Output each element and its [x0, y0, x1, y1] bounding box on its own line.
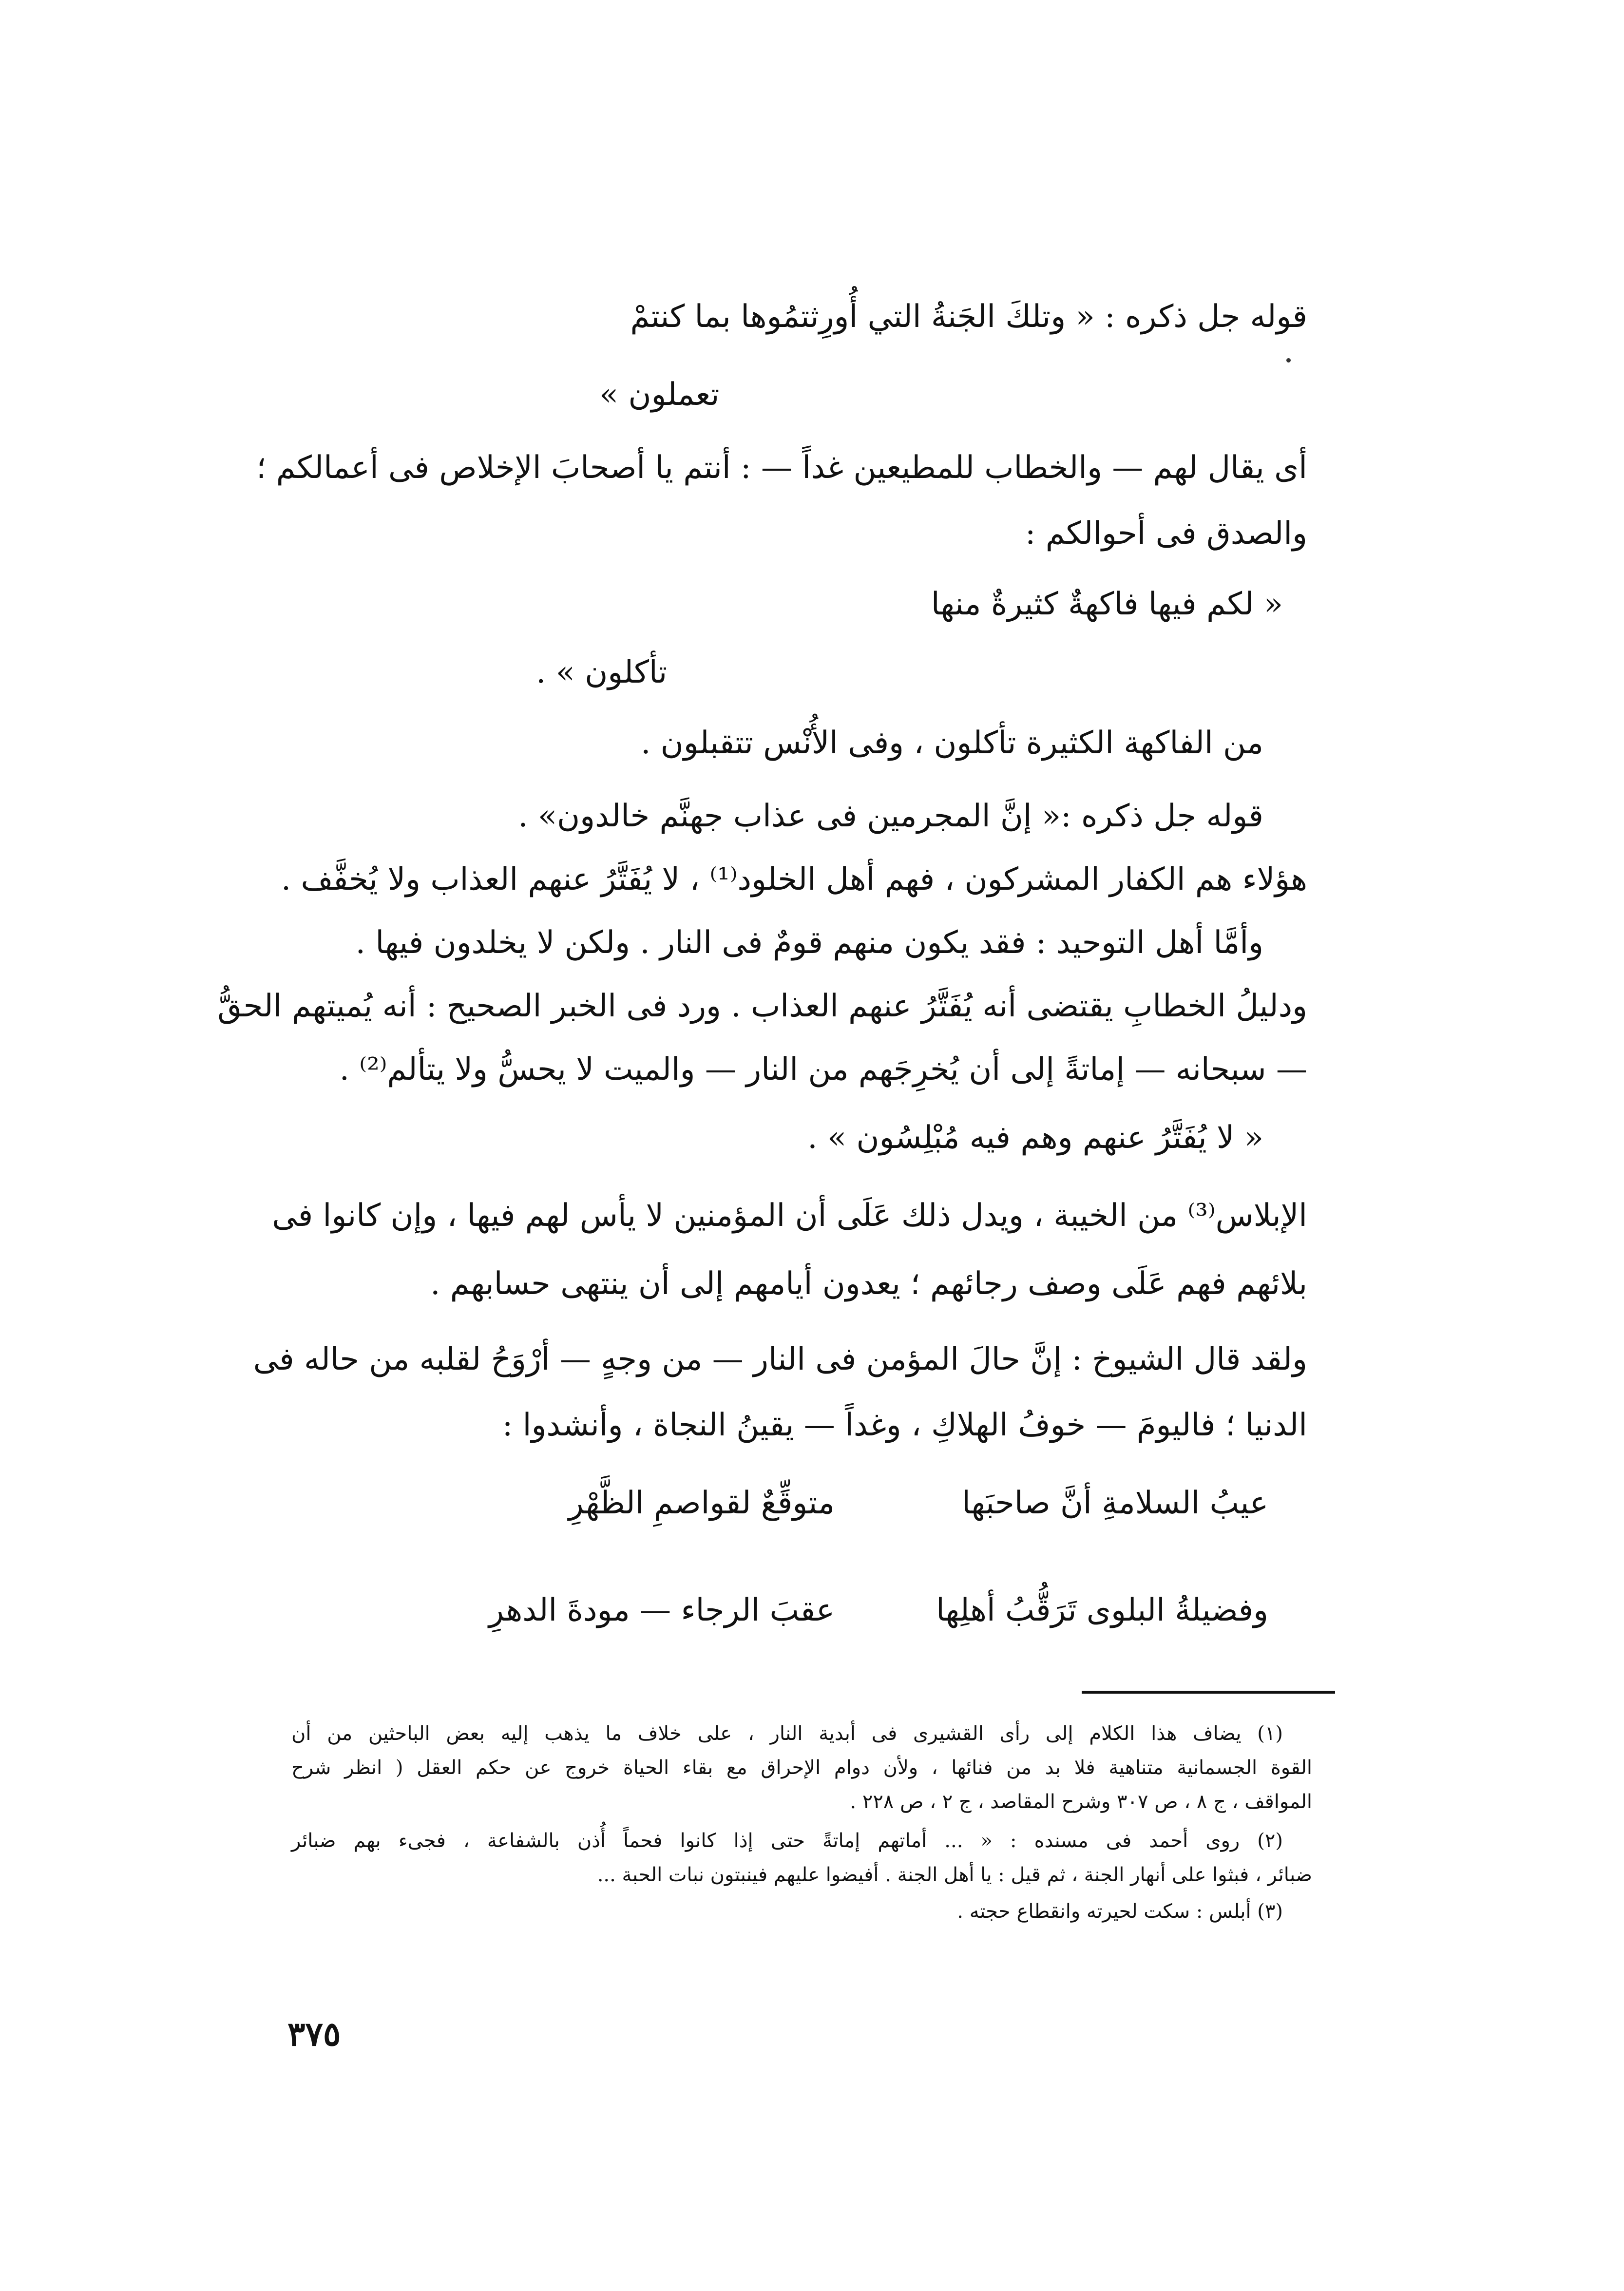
paragraph-line: بلائهم فهم عَلَى وصف رجائهم ؛ يعدون أيامهم إلى أن ينتهى حسابهم .	[430, 1266, 1307, 1302]
paragraph-line: ولقد قال الشيوخ : إنَّ حالَ المؤمن فى النار — من وجهٍ — أرْوَحُ لقلبه من حاله فى	[253, 1341, 1307, 1377]
paragraph-line: الإبلاس⁽³⁾ من الخيبة ، ويدل ذلك عَلَى أن المؤمنين لا يأس لهم فيها ، وإن كانوا فى	[272, 1198, 1307, 1234]
poem-verse-2-second: عقبَ الرجاء — مودةَ الدهرِ	[489, 1592, 835, 1628]
poem-verse-1-second: متوقِّعٌ لقواصمِ الظَّهْرِ	[568, 1485, 835, 1521]
stray-mark	[1286, 358, 1291, 363]
verse-heading-1: قوله جل ذكره : « وتلكَ الجَنةُ التي أُورِثتمُوها بما كنتمْ	[630, 299, 1307, 335]
poem-verse-2-first: وفضيلةُ البلوى تَرَقُّبُ أهلِها	[936, 1592, 1268, 1628]
paragraph-line: وأمَّا أهل التوحيد : فقد يكون منهم قومٌ فى النار . ولكن لا يخلدون فيها .	[355, 925, 1263, 961]
footnote-2: (٢) روى أحمد فى مسنده : « ... أماتهم إماتةً حتى إذا كانوا فحماً أُذن بالشفاعة ، فجىء بهم ضبائر	[291, 1830, 1283, 1852]
paragraph-line: أى يقال لهم — والخطاب للمطيعين غداً — : أنتم يا أصحابَ الإخلاص فى أعمالكم ؛	[256, 450, 1307, 486]
paragraph-line: هؤلاء هم الكفار المشركون ، فهم أهل الخلود⁽¹⁾ ، لا يُفَتَّرُ عنهم العذاب ولا يُخفَّف .	[281, 861, 1307, 897]
footnote-1-line-3: المواقف ، ج ٨ ، ص ٣٠٧ وشرح المقاصد ، ج ٢ ، ص ٢٢٨ .	[850, 1791, 1312, 1813]
quoted-verse: « لكم فيها فاكهةٌ كثيرةٌ منها	[931, 586, 1283, 622]
verse-heading-2: قوله جل ذكره :« إنَّ المجرمين فى عذاب جهنَّم خالدون» .	[518, 798, 1263, 834]
paragraph-line: من الفاكهة الكثيرة تأكلون ، وفى الأُنْس تتقبلون .	[641, 725, 1263, 761]
paragraph-line: ودليلُ الخطابِ يقتضى أنه يُفَتَّرُ عنهم العذاب . ورد فى الخبر الصحيح : أنه يُميتهم الحقُّ	[217, 988, 1307, 1024]
paragraph-line: الدنيا ؛ فاليومَ — خوفُ الهلاكِ ، وغداً — يقينُ النجاة ، وأنشدوا :	[502, 1407, 1307, 1443]
paragraph-line: — سبحانه — إماتةً إلى أن يُخرِجَهم من النار — والميت لا يحسُّ ولا يتألم⁽²⁾ .	[339, 1051, 1307, 1088]
verse-heading-1-end: تعملون »	[599, 377, 720, 413]
footnote-1: (١) يضاف هذا الكلام إلى رأى القشيرى فى أبدية النار ، على خلاف ما يذهب إليه بعض الباحثين من أن	[291, 1722, 1283, 1745]
page-number: ٣٧٥	[287, 2015, 341, 2054]
footnote-2-line-2: ضبائر ، فبثوا على أنهار الجنة ، ثم قيل : يا أهل الجنة . أفيضوا عليهم فينبتون نبات الحبة ...	[597, 1864, 1312, 1886]
footnote-3: (٣) أبلس : سكت لحيرته وانقطاع حجته .	[957, 1900, 1283, 1923]
footnote-1-line-2: القوة الجسمانية متناهية فلا بد من فنائها ، ولأن دوام الإحراق مع بقاء الحياة خروج عن حكم العقل ( انظر شرح	[291, 1756, 1312, 1779]
poem-verse-1-first: عيبُ السلامةِ أنَّ صاحبَها	[961, 1485, 1268, 1521]
paragraph-line: والصدق فى أحوالكم :	[1025, 515, 1307, 552]
quoted-verse-end: تأكلون » .	[536, 654, 668, 690]
footnote-rule	[1082, 1691, 1335, 1694]
verse-heading-3: « لا يُفَتَّرُ عنهم وهم فيه مُبْلِسُون » .	[807, 1120, 1263, 1156]
